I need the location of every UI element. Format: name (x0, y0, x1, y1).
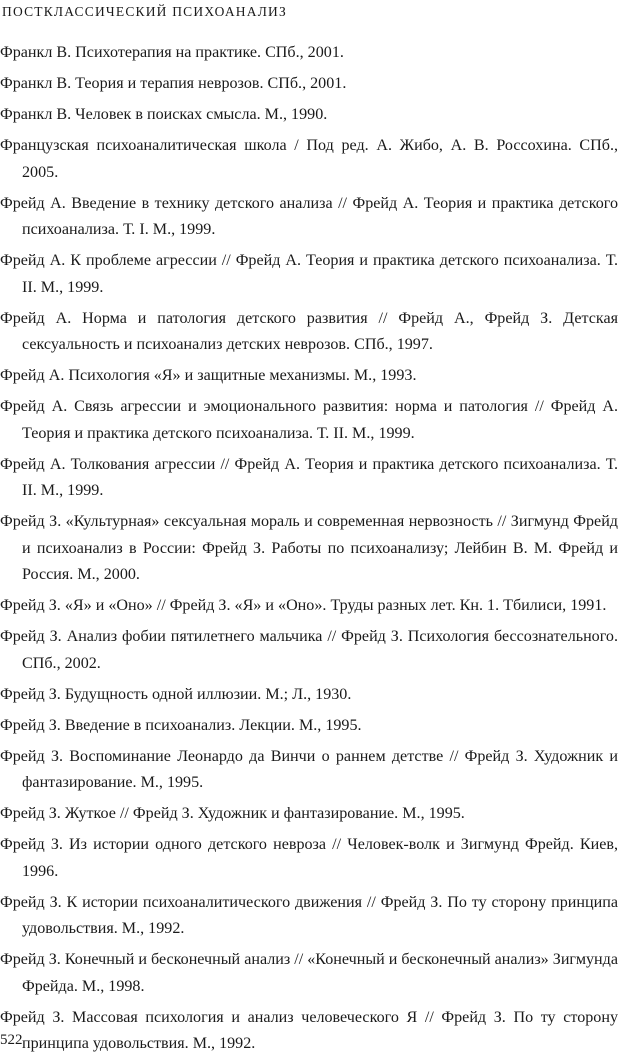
bibliography-entry: Фрейд З. К истории психоаналитического движения // Фрейд З. По ту сторону принципа удовольствия. М., 1992. (0, 893, 618, 937)
bibliography-entry: Французская психоаналитическая школа / Под ред. А. Жибо, А. В. Россохина. СПб., 2005. (0, 137, 618, 181)
bibliography-list (0, 40, 618, 1062)
bibliography-entry: Фрейд З. «Культурная» сексуальная мораль и современная нервозность // Зигмунд Фрейд и психоанализ в России: Фрейд З. Работы по психоанализу; Лейбин В. М. Фрейд и Россия. М., 2000. (0, 513, 618, 583)
bibliography-entry: Фрейд З. «Я» и «Оно» // Фрейд З. «Я» и «Оно». Труды разных лет. Кн. 1. Тбилиси, 1991. (0, 597, 607, 614)
bibliography-entry: Фрейд З. Из истории одного детского невроза // Человек-волк и Зигмунд Фрейд. Киев, 1996. (0, 836, 618, 880)
page-number: 522 (0, 1032, 23, 1048)
bibliography-entry: Фрейд А. Психология «Я» и защитные механизмы. М., 1993. (0, 367, 417, 384)
bibliography-entry: Фрейд З. Будущность одной иллюзии. М.; Л., 1930. (0, 685, 352, 703)
running-head: ПОСТКЛАССИЧЕСКИЙ ПСИХОАНАЛИЗ (2, 4, 287, 19)
bibliography-entry: Фрейд З. Конечный и бесконечный анализ // «Конечный и бесконечный анализ» Зигмунда Фрейда. М., 1998. (0, 951, 618, 995)
bibliography-entry: Фрейд З. Воспоминание Леонардо да Винчи о раннем детстве // Фрейд З. Художник и фантазирование. М., 1995. (0, 747, 618, 791)
bibliography-entry: Франкл В. Человек в поисках смысла. М., 1990. (0, 106, 328, 123)
bibliography-entry: Фрейд А. Норма и патология детского развития // Фрейд А., Фрейд З. Детская сексуальность и психоанализ детских неврозов. СПб., 1997. (0, 309, 618, 353)
bibliography-entry: Франкл В. Теория и терапия неврозов. СПб., 2001. (0, 75, 347, 92)
bibliography-entry: Фрейд З. Введение в психоанализ. Лекции. М., 1995. (0, 716, 362, 734)
bibliography-entry: Фрейд А. Связь агрессии и эмоционального развития: норма и патология // Фрейд А. Теория и практика детского психоанализа. Т. II. М., 1999. (0, 398, 618, 442)
bibliography-entry: Фрейд А. К проблеме агрессии // Фрейд А. Теория и практика детского психоанализа. Т. II. М., 1999. (0, 252, 618, 296)
bibliography-entry: Фрейд З. Массовая психология и анализ человеческого Я // Фрейд З. По ту сторону принципа удовольствия. М., 1992. (0, 1008, 618, 1052)
bibliography-entry: Фрейд А. Толкования агрессии // Фрейд А. Теория и практика детского психоанализа. Т. II. М., 1999. (0, 455, 618, 499)
bibliography-entry: Фрейд З. Анализ фобии пятилетнего мальчика // Фрейд З. Психология бессознательного. СПб., 2002. (0, 628, 618, 672)
bibliography-entry: Фрейд А. Введение в технику детского анализа // Фрейд А. Теория и практика детского психоанализа. Т. I. М., 1999. (0, 194, 618, 238)
bibliography-entry: Фрейд З. Жуткое // Фрейд З. Художник и фантазирование. М., 1995. (0, 805, 465, 822)
bibliography-entry: Франкл В. Психотерапия на практике. СПб., 2001. (0, 44, 344, 61)
